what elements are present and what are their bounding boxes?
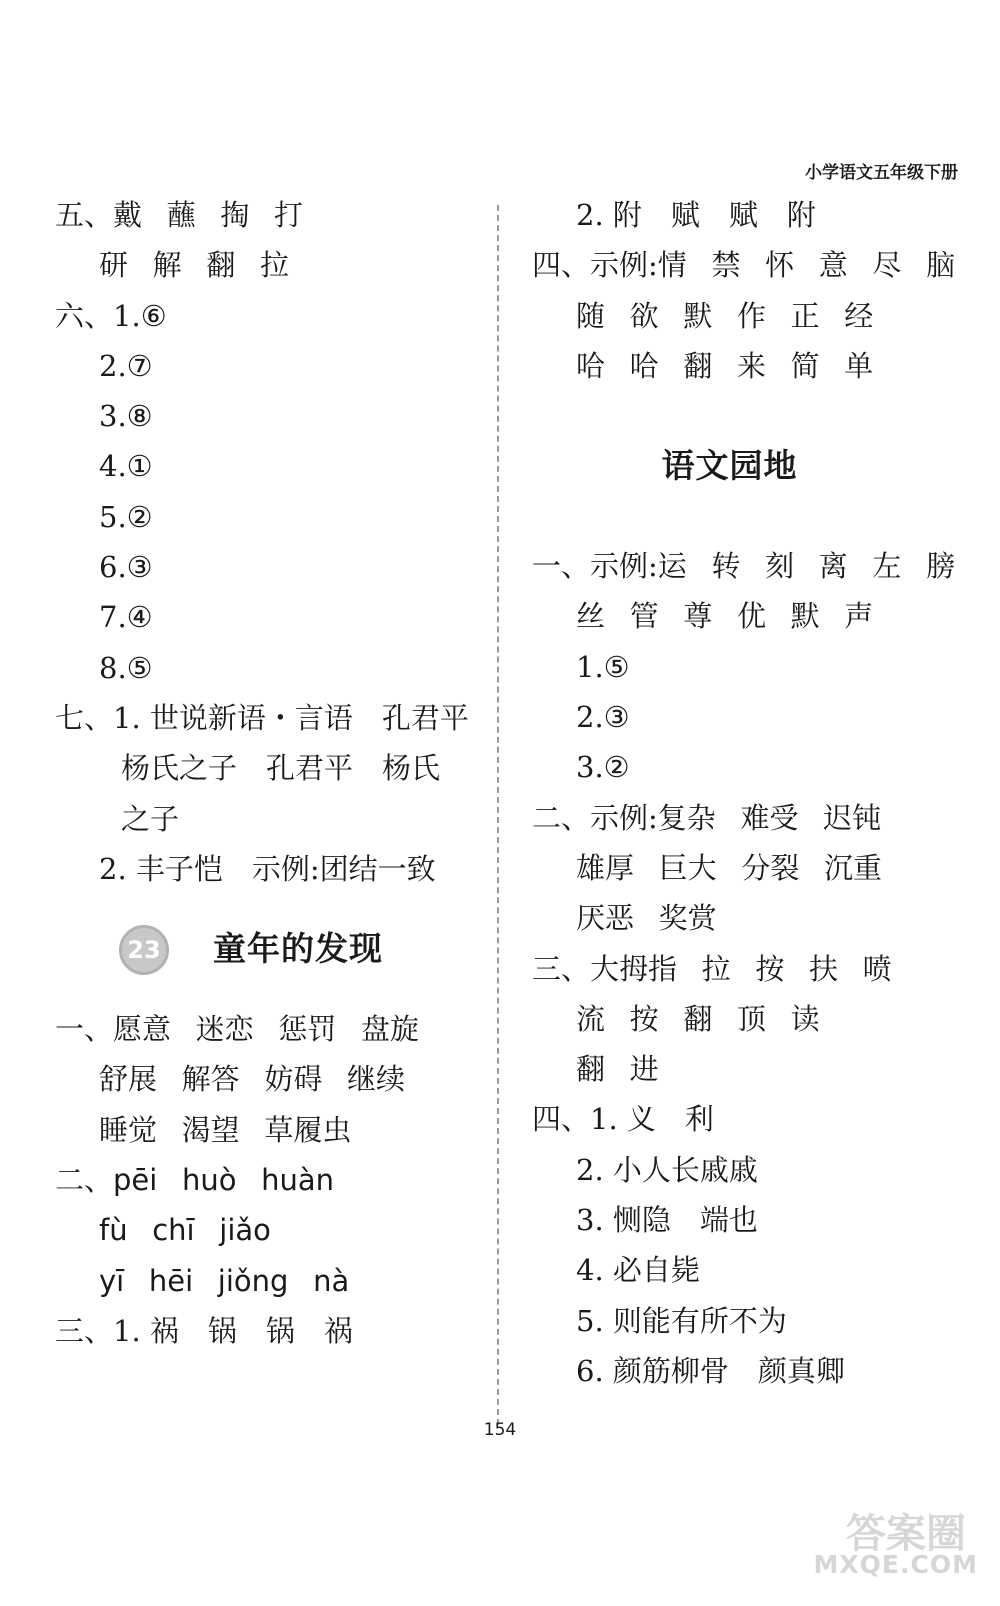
answer-word: 拉: [701, 951, 731, 986]
pinyin: huàn: [261, 1163, 335, 1198]
answer-word: 迷恋: [195, 1012, 254, 1047]
l1-label: 一、: [55, 1012, 114, 1047]
answer-word: 按: [755, 951, 785, 986]
q7-line-2: 杨氏之子 孔君平 杨氏: [121, 751, 441, 786]
g3-label: 三、: [532, 951, 591, 986]
answer-char: 膀: [926, 549, 956, 584]
answer-char: 蘸: [166, 198, 196, 232]
item-number: 3.: [576, 750, 604, 785]
q6-item-7: [55, 592, 480, 642]
answer-char: 左: [872, 549, 902, 584]
page-number: 154: [483, 1420, 517, 1440]
column-divider: [497, 205, 499, 1425]
answer-word: 复杂: [657, 800, 716, 835]
item-answer: ⑧: [126, 399, 153, 434]
watermark-url: MXQE.COM: [813, 1550, 978, 1579]
item-number: 2.: [99, 348, 127, 383]
answer-char: 意: [818, 248, 848, 283]
g2-label: 二、: [532, 800, 591, 835]
r-q4-row-2: [532, 291, 952, 341]
lesson-title: 童年的发现: [213, 929, 383, 969]
answer-char: 正: [790, 298, 820, 333]
q5-row-2: [55, 240, 480, 290]
answer-word: 沉重: [823, 850, 882, 885]
g1-label: 一、: [532, 549, 591, 584]
l3-row-1: [55, 1306, 480, 1356]
answer-char: 戴: [113, 198, 143, 232]
g1-item-3: [532, 742, 952, 792]
item-number: 5.: [99, 499, 127, 534]
answer-char: 解: [152, 248, 182, 283]
answer-word: 妨碍: [264, 1062, 323, 1097]
answer-word: 大拇指: [590, 951, 678, 986]
l2-row-3: [55, 1256, 480, 1306]
answer-char: 掏: [220, 198, 250, 232]
lesson-number: 23: [127, 936, 161, 965]
answer-word: 雄厚: [576, 850, 635, 885]
g2-row-3: [532, 893, 952, 943]
g1-item-2: [532, 692, 952, 742]
item-answer: ②: [603, 750, 630, 785]
answer-char: 默: [683, 298, 713, 333]
pinyin: fù: [99, 1213, 128, 1248]
g3-row-1: [532, 944, 952, 994]
answer-char: 欲: [629, 298, 659, 333]
answer-word: 解答: [181, 1062, 240, 1097]
r-q4-row-3: [532, 341, 952, 391]
answer-word: 奖赏: [658, 901, 717, 936]
answer-word: 翻: [683, 1001, 713, 1036]
g4-item-6: 6. 颜筋柳骨 颜真卿: [576, 1353, 845, 1388]
answer-char: 哈: [576, 348, 606, 383]
answer-word: 难受: [740, 800, 799, 835]
l2-row-1: [55, 1155, 480, 1205]
left-column: [55, 190, 480, 1356]
item-answer: ③: [603, 700, 630, 735]
r-q4-row-1: [532, 240, 956, 290]
answer-char: 声: [844, 599, 874, 634]
answer-char: 拉: [259, 248, 289, 283]
answer-word: 进: [629, 1052, 659, 1087]
answer-word: 读: [790, 1001, 820, 1036]
q7-line-4: 2. 丰子恺 示例:团结一致: [99, 851, 436, 886]
answer-word: 草履虫: [264, 1112, 352, 1147]
answer-word: 迟钝: [823, 800, 882, 835]
item-number: 6.: [99, 550, 127, 585]
answer-word: 顶: [736, 1001, 766, 1036]
q6-item-1: [55, 291, 480, 341]
g4-item-5: 5. 则能有所不为: [576, 1303, 787, 1338]
g4-label: 四、: [532, 1102, 591, 1137]
answer-char: 默: [790, 599, 820, 634]
l3-text: 1. 祸 锅 锅 祸: [113, 1313, 353, 1348]
answer-word: 翻: [576, 1052, 606, 1087]
q6-item-6: [55, 542, 480, 592]
item-answer: ④: [126, 600, 153, 635]
answer-word: 流: [576, 1001, 606, 1036]
example-prefix: 示例:: [590, 248, 658, 283]
g2-row-1: [532, 793, 952, 843]
lesson-number-badge: [119, 904, 251, 975]
answer-char: 情: [657, 248, 687, 283]
q5-label: 五、: [55, 198, 114, 232]
r-q4-label: 四、: [532, 248, 591, 283]
watermark-logo: 答案圈: [846, 1511, 966, 1557]
r-top-line: 2. 附 赋 赋 附: [576, 198, 816, 232]
item-answer: ②: [126, 499, 153, 534]
q7-line-1: [55, 693, 480, 743]
example-prefix: 示例:: [590, 800, 658, 835]
item-number: 8.: [99, 650, 127, 685]
answer-char: 转: [711, 549, 741, 584]
answer-char: 刻: [765, 549, 795, 584]
answer-word: 巨大: [658, 850, 717, 885]
answer-char: 哈: [629, 348, 659, 383]
q6-item-4: [55, 441, 480, 491]
pinyin: jiǎo: [219, 1213, 271, 1248]
item-answer: ⑤: [603, 649, 630, 684]
pinyin: pēi: [113, 1163, 158, 1198]
g1-item-1: [532, 642, 952, 692]
q6-item-2: [55, 341, 480, 391]
g1-row-2: [532, 591, 952, 641]
right-column: [532, 190, 956, 1396]
answer-char: 尊: [683, 599, 713, 634]
g4-text: 1. 义 利: [590, 1102, 714, 1137]
item-number: 4.: [99, 449, 127, 484]
answer-char: 研: [99, 248, 129, 283]
item-number: 3.: [99, 399, 127, 434]
answer-char: 脑: [926, 248, 956, 283]
q5-row-1: [55, 190, 480, 240]
item-number: 1.: [576, 649, 604, 684]
answer-char: 离: [818, 549, 848, 584]
answer-char: 经: [844, 298, 874, 333]
watermark: [748, 1502, 978, 1592]
q7-label: 七、: [55, 700, 114, 735]
item-number: 2.: [576, 700, 604, 735]
pinyin: huò: [181, 1163, 237, 1198]
pinyin: nà: [313, 1263, 350, 1298]
l1-row-3: [55, 1105, 480, 1155]
q6-item-8: [55, 643, 480, 693]
pinyin: jiǒng: [217, 1263, 289, 1298]
g2-row-2: [532, 843, 952, 893]
item-answer: ⑦: [126, 348, 153, 383]
item-answer: ⑤: [126, 650, 153, 685]
q6-item-5: [55, 492, 480, 542]
pinyin: hēi: [148, 1263, 194, 1298]
g3-row-2: [532, 994, 952, 1044]
answer-word: 盘旋: [360, 1012, 419, 1047]
l1-row-2: [55, 1054, 480, 1104]
answer-word: 继续: [346, 1062, 405, 1097]
l1-row-1: [55, 1004, 480, 1054]
lesson-heading: [55, 894, 480, 1004]
answer-char: 管: [629, 599, 659, 634]
book-title: 小学语文五年级下册: [805, 163, 958, 183]
answer-word: 渴望: [181, 1112, 240, 1147]
answer-word: 厌恶: [576, 901, 635, 936]
star-icon: *: [240, 904, 251, 929]
pinyin: chī: [152, 1213, 195, 1248]
answer-char: 尽: [872, 248, 902, 283]
answer-word: 扶: [808, 951, 838, 986]
item-number: 1.: [113, 298, 141, 333]
g1-row-1: [532, 541, 956, 591]
answer-char: 禁: [711, 248, 741, 283]
answer-word: 舒展: [99, 1062, 158, 1097]
answer-char: 来: [736, 348, 766, 383]
g4-item-1: [532, 1094, 952, 1144]
answer-char: 简: [790, 348, 820, 383]
answer-char: 优: [736, 599, 766, 634]
q6-item-3: [55, 391, 480, 441]
g4-item-3: 3. 恻隐 端也: [576, 1203, 758, 1238]
item-number: 7.: [99, 600, 127, 635]
item-answer: ③: [126, 550, 153, 585]
q7-text: 1. 世说新语・言语 孔君平: [113, 700, 469, 735]
answer-word: 睡觉: [99, 1112, 158, 1147]
q7-line-3: 之子: [121, 801, 180, 836]
item-answer: ⑥: [140, 298, 167, 333]
answer-word: 喷: [862, 951, 892, 986]
section-title: 语文园地: [661, 446, 798, 486]
answer-char: 怀: [765, 248, 795, 283]
l3-label: 三、: [55, 1313, 114, 1348]
pinyin: yī: [99, 1263, 125, 1298]
q6-label: 六、: [55, 298, 114, 333]
g4-item-4: 4. 必自毙: [576, 1253, 700, 1288]
answer-word: 愿意: [113, 1012, 172, 1047]
answer-word: 惩罚: [278, 1012, 337, 1047]
answer-char: 翻: [206, 248, 236, 283]
answer-char: 随: [576, 298, 606, 333]
answer-char: 作: [736, 298, 766, 333]
answer-char: 打: [273, 198, 303, 232]
l2-row-2: [55, 1205, 480, 1255]
example-prefix: 示例:: [590, 549, 658, 584]
answer-word: 分裂: [741, 850, 800, 885]
answer-word: 按: [629, 1001, 659, 1036]
g3-row-3: [532, 1044, 952, 1094]
g4-item-2: 2. 小人长戚戚: [576, 1152, 758, 1187]
answer-char: 翻: [683, 348, 713, 383]
answer-char: 丝: [576, 599, 606, 634]
answer-char: 运: [657, 549, 687, 584]
l2-label: 二、: [55, 1163, 114, 1198]
item-answer: ①: [126, 449, 153, 484]
answer-char: 单: [844, 348, 874, 383]
